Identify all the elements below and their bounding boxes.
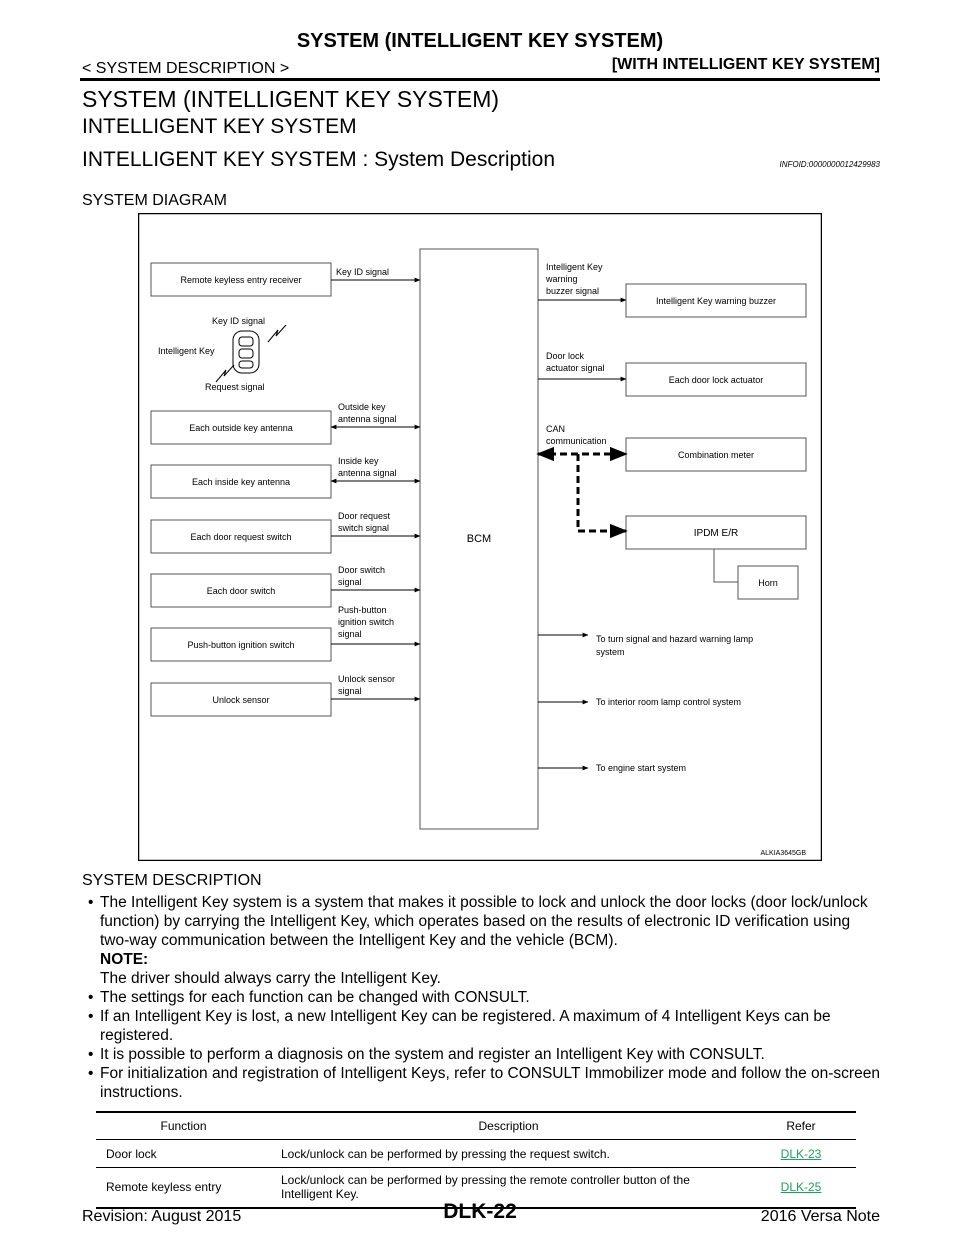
- door-request-signal-l2: switch signal: [338, 523, 390, 533]
- door-lock-actuator-block: Each door lock actuator: [668, 375, 764, 385]
- can-l2: communication: [546, 436, 607, 446]
- list-item: [82, 1064, 882, 1102]
- combination-meter-block: Combination meter: [677, 450, 755, 460]
- intelligent-key-icon: [233, 331, 259, 373]
- warning-buzzer-block: Intelligent Key warning buzzer: [655, 296, 777, 306]
- description-list: [82, 893, 882, 1102]
- figure-id: ALKIA3645GB: [760, 850, 806, 857]
- fob-key-id-label: Key ID signal: [212, 316, 266, 326]
- page-number: DLK-22: [443, 1200, 517, 1223]
- buzzer-signal-l3: buzzer signal: [546, 286, 600, 296]
- system-diagram: [138, 213, 822, 861]
- heading-system: SYSTEM (INTELLIGENT KEY SYSTEM): [82, 86, 500, 112]
- push-button-block: Push-button ignition switch: [187, 640, 295, 650]
- engine-start-output: To engine start system: [596, 763, 687, 773]
- bullet-5-text: For initialization and registration of Intelligent Keys, refer to CONSULT Immobilizer mode and follow the on-screen instructions.: [100, 1065, 880, 1101]
- page-header-title: SYSTEM (INTELLIGENT KEY SYSTEM): [296, 30, 664, 52]
- unlock-sensor-signal-l2: signal: [338, 686, 362, 696]
- turn-signal-output-l2: system: [596, 647, 625, 657]
- bullet-3-text: If an Intelligent Key is lost, a new Intelligent Key can be registered. A maximum of 4 Intelligent Keys can be registered.: [100, 1008, 831, 1044]
- outside-antenna-signal-l2: antenna signal: [338, 414, 397, 424]
- request-signal-bolt-icon: [216, 365, 234, 382]
- footer-revision: Revision: August 2015: [82, 1208, 242, 1225]
- table-cell-function: Remote keyless entry: [96, 1168, 271, 1208]
- buzzer-signal-l2: warning: [546, 274, 578, 284]
- list-item: [82, 988, 882, 1007]
- breadcrumb: < SYSTEM DESCRIPTION >: [82, 60, 290, 77]
- key-id-signal-bolt-icon: [268, 325, 286, 342]
- fob-intelligent-key-label: Intelligent Key: [158, 346, 215, 356]
- interior-lamp-output: To interior room lamp control system: [596, 697, 742, 707]
- door-lock-signal-l2: actuator signal: [546, 363, 605, 373]
- horn-block: Horn: [758, 578, 778, 588]
- unlock-sensor-block: Unlock sensor: [212, 695, 270, 705]
- door-request-switch-block: Each door request switch: [190, 532, 292, 542]
- bullet-1-text: The Intelligent Key system is a system that makes it possible to lock and unlock the door locks (door lock/unlock function) by carrying the Intelligent Key, which operates based on the results of electronic ID verification using two-way communication between the Intelligent Key and the vehicle (BCM).: [100, 894, 868, 949]
- table-cell-description: Lock/unlock can be performed by pressing the request switch.: [271, 1140, 746, 1168]
- can-l1: CAN: [546, 424, 566, 434]
- info-id: INFOID:0000000012429983: [779, 160, 880, 169]
- buzzer-signal-l1: Intelligent Key: [546, 262, 603, 272]
- remote-receiver-block: Remote keyless entry receiver: [180, 275, 302, 285]
- col-header-description: Description: [271, 1112, 746, 1140]
- inside-antenna-signal-l1: Inside key: [338, 456, 379, 466]
- section-label: [WITH INTELLIGENT KEY SYSTEM]: [611, 56, 880, 73]
- heading-system-description: INTELLIGENT KEY SYSTEM : System Description: [82, 148, 556, 171]
- col-header-refer: Refer: [746, 1112, 856, 1140]
- push-button-signal-l1: Push-button: [338, 605, 387, 615]
- door-switch-signal-l2: signal: [338, 577, 362, 587]
- bullet-4-text: It is possible to perform a diagnosis on the system and register an Intelligent Key with CONSULT.: [100, 1046, 765, 1063]
- door-switch-block: Each door switch: [206, 586, 276, 596]
- refer-link-dlk-25[interactable]: DLK-25: [746, 1168, 856, 1208]
- table-header-row: [96, 1112, 856, 1140]
- list-item: [82, 1007, 882, 1045]
- list-item: [82, 1045, 882, 1064]
- header-rule: [80, 78, 880, 81]
- ipdm-block: IPDM E/R: [693, 528, 739, 539]
- heading-intelligent-key: INTELLIGENT KEY SYSTEM: [82, 115, 357, 138]
- outside-antenna-block: Each outside key antenna: [189, 423, 293, 433]
- heading-system-description-text: SYSTEM DESCRIPTION: [82, 872, 262, 889]
- unlock-sensor-signal-l1: Unlock sensor: [338, 674, 396, 684]
- bullet-2-text: The settings for each function can be changed with CONSULT.: [100, 989, 530, 1006]
- outside-antenna-signal-l1: Outside key: [338, 402, 386, 412]
- note-label: NOTE:: [100, 951, 149, 968]
- fob-request-signal-label: Request signal: [205, 382, 265, 392]
- heading-system-diagram: SYSTEM DIAGRAM: [82, 192, 227, 209]
- refer-link-dlk-23[interactable]: DLK-23: [746, 1140, 856, 1168]
- door-lock-signal-l1: Door lock: [546, 351, 585, 361]
- note-text: The driver should always carry the Intelligent Key.: [100, 970, 441, 987]
- door-switch-signal-l1: Door switch: [338, 565, 386, 575]
- turn-signal-output-l1: To turn signal and hazard warning lamp: [596, 634, 754, 644]
- table-cell-description: Lock/unlock can be performed by pressing the remote controller button of the Intelligent Key.: [271, 1168, 746, 1208]
- footer-model: 2016 Versa Note: [760, 1208, 880, 1225]
- col-header-function: Function: [96, 1112, 271, 1140]
- table-cell-function: Door lock: [96, 1140, 271, 1168]
- list-item: [82, 893, 882, 988]
- push-button-signal-l3: signal: [338, 629, 362, 639]
- table-row: [96, 1140, 856, 1168]
- push-button-signal-l2: ignition switch: [338, 617, 395, 627]
- bcm-label: BCM: [466, 533, 492, 545]
- inside-antenna-block: Each inside key antenna: [191, 477, 291, 487]
- function-table: [96, 1111, 856, 1209]
- inside-antenna-signal-l2: antenna signal: [338, 468, 397, 478]
- door-request-signal-l1: Door request: [338, 511, 391, 521]
- key-id-signal-label: Key ID signal: [336, 267, 390, 277]
